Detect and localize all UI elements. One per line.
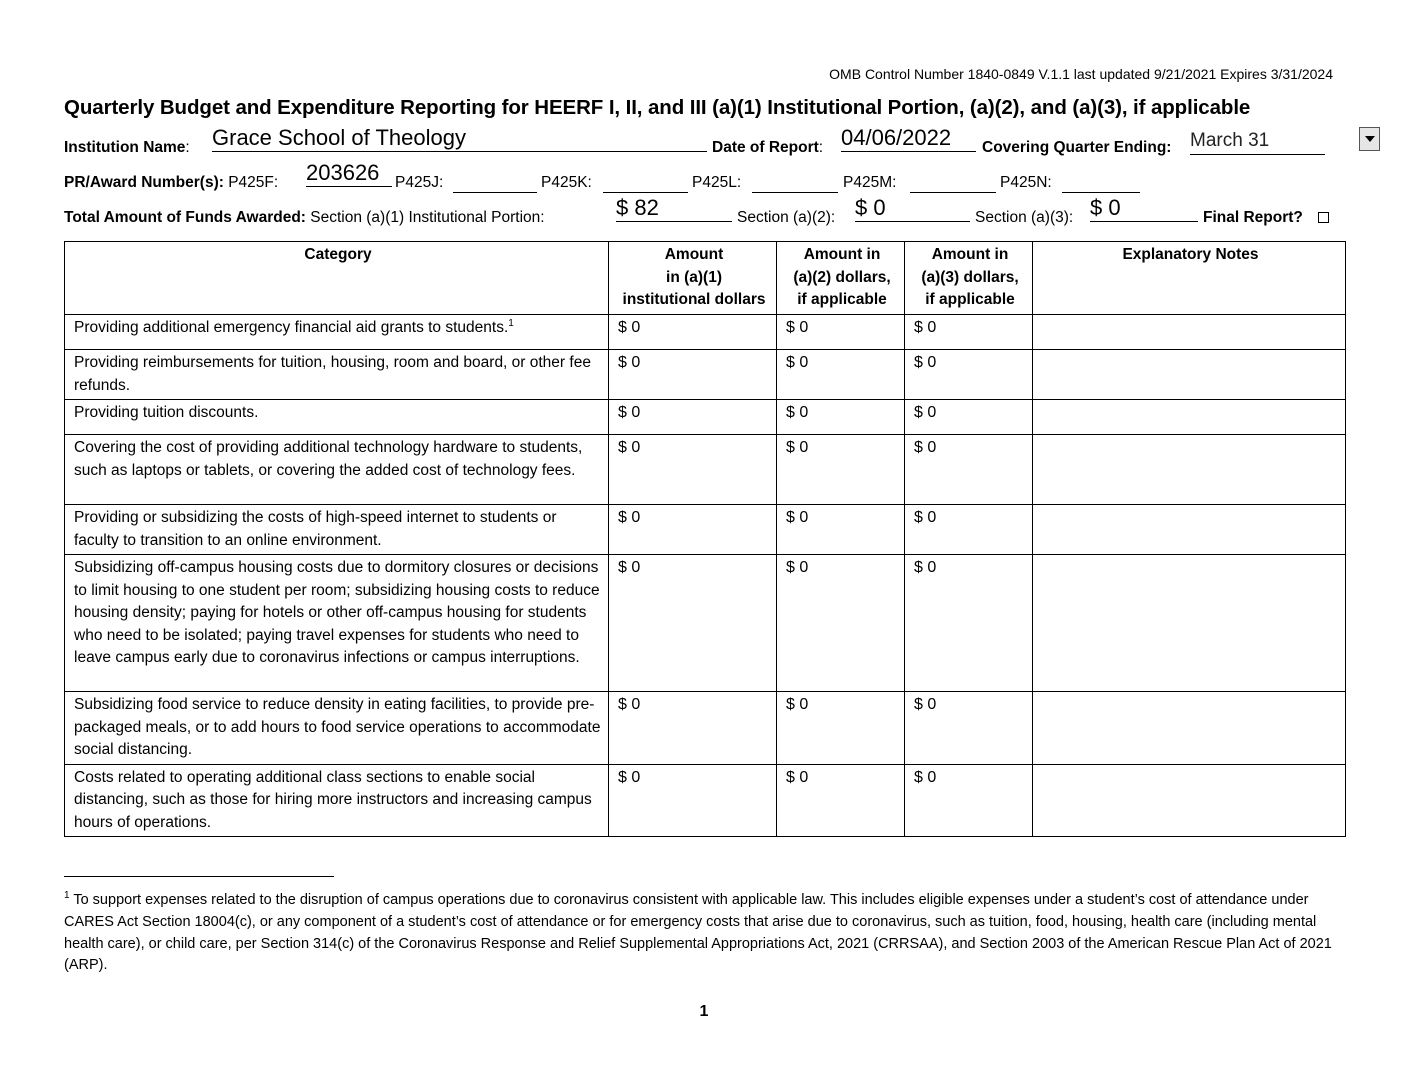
header-a1-line: in (a)(1) (666, 268, 722, 286)
table-row (65, 555, 1346, 692)
category-cell (65, 435, 609, 505)
amount-a3-field[interactable]: $ 0 (905, 764, 1033, 837)
amount-a1-field[interactable]: $ 0 (609, 555, 777, 692)
a3-total-field[interactable]: $ 0 (1090, 195, 1198, 222)
amount-a1-field[interactable]: $ 0 (609, 315, 777, 350)
category-cell (65, 764, 609, 837)
final-report-label-wrap (1203, 209, 1303, 227)
award-row (64, 174, 278, 192)
amount-a3-field[interactable]: $ 0 (905, 315, 1033, 350)
a3-label: Section (a)(3): (975, 209, 1074, 226)
colon: : (185, 139, 190, 156)
table-row (65, 764, 1346, 837)
explanatory-notes-field[interactable] (1033, 692, 1346, 765)
category-text: Providing additional emergency financial aid grants to students. (74, 319, 509, 336)
colon: : (818, 139, 824, 156)
table-row (65, 400, 1346, 435)
omb-control-number: OMB Control Number 1840-0849 V.1.1 last updated 9/21/2021 Expires 3/31/2024 (829, 66, 1333, 82)
page-number: 1 (699, 1003, 709, 1020)
explanatory-notes-field[interactable] (1033, 764, 1346, 837)
category-cell (65, 555, 609, 692)
p425n-field[interactable] (1062, 191, 1140, 193)
p425l-field[interactable] (752, 191, 838, 193)
amount-a3-field[interactable]: $ 0 (905, 350, 1033, 400)
table-row (65, 315, 1346, 350)
amount-a3-field[interactable]: $ 0 (905, 555, 1033, 692)
header-a2-line: if applicable (797, 291, 887, 308)
explanatory-notes-field[interactable] (1033, 400, 1346, 435)
p425f-field[interactable]: 203626 (306, 160, 392, 187)
category-cell (65, 315, 609, 350)
header-a2-line: (a)(2) dollars, (793, 268, 891, 286)
category-text: Providing or subsidizing the costs of high-speed internet to students or faculty to transition to an online environment. (74, 509, 557, 549)
category-text: Costs related to operating additional class sections to enable social distancing, such as those for hiring more instructors and increasing campus hours of operations. (74, 768, 592, 831)
page-title: Quarterly Budget and Expenditure Reporting for HEERF I, II, and III (a)(1) Institutional Portion, (a)(2), and (a)(3), if applicable (64, 96, 1251, 119)
footnote-divider (64, 876, 334, 877)
amount-a1-field[interactable]: $ 0 (609, 350, 777, 400)
table-body (65, 315, 1346, 837)
a1-label: Section (a)(1) Institutional Portion: (310, 209, 545, 226)
category-text: Subsidizing food service to reduce density in eating facilities, to provide pre-packaged meals, or to add hours to food service operations to accommodate social distancing. (74, 696, 601, 758)
category-cell (65, 400, 609, 435)
chevron-down-icon (1365, 136, 1375, 142)
amount-a2-field[interactable]: $ 0 (777, 692, 905, 765)
table-header-row (65, 242, 1346, 315)
table-row (65, 692, 1346, 765)
p425f-label: P425F: (228, 174, 279, 191)
category-cell (65, 692, 609, 765)
category-text: Providing tuition discounts. (74, 404, 259, 421)
table-row (65, 350, 1346, 400)
header-a3-line: Amount in (931, 246, 1009, 263)
covering-quarter-select[interactable]: March 31 (1190, 128, 1325, 155)
header-a3-line: if applicable (925, 291, 1015, 308)
amount-a2-field[interactable]: $ 0 (777, 350, 905, 400)
explanatory-notes-field[interactable] (1033, 555, 1346, 692)
amount-a1-field[interactable]: $ 0 (609, 692, 777, 765)
quarter-dropdown-button[interactable] (1359, 127, 1380, 151)
explanatory-notes-field[interactable] (1033, 350, 1346, 400)
explanatory-notes-field[interactable] (1033, 315, 1346, 350)
date-label: Date of Report (712, 139, 819, 156)
explanatory-notes-field[interactable] (1033, 505, 1346, 555)
amount-a3-field[interactable]: $ 0 (905, 692, 1033, 765)
amount-a1-field[interactable]: $ 0 (609, 400, 777, 435)
amount-a2-field[interactable]: $ 0 (777, 435, 905, 505)
totals-row (64, 209, 545, 227)
header-a2-line: Amount in (803, 246, 881, 263)
explanatory-notes-field[interactable] (1033, 435, 1346, 505)
p425m-field[interactable] (910, 191, 996, 193)
footnote-reference: 1 (508, 317, 514, 329)
expenditure-table (64, 241, 1346, 837)
category-text: Subsidizing off-campus housing costs due to dormitory closures or decisions to limit housing to one student per room; subsidizing housing costs to reduce housing density; paying for hotels or other off-campus housing for students who need to be isolated; paying travel expenses for students who need to leave campus early due to coronavirus infections or campus interruptions. (74, 559, 600, 666)
amount-a2-field[interactable]: $ 0 (777, 764, 905, 837)
footnote-mark: 1 (64, 890, 70, 902)
header-a1 (609, 242, 777, 315)
institution-label: Institution Name (64, 139, 186, 156)
category-text: Covering the cost of providing additional technology hardware to students, such as laptops or tablets, or covering the added cost of technology fees. (74, 439, 583, 479)
award-label: PR/Award Number(s): (64, 174, 224, 191)
quarter-label: Covering Quarter Ending: (982, 139, 1172, 156)
amount-a3-field[interactable]: $ 0 (905, 505, 1033, 555)
p425j-field[interactable] (453, 191, 537, 193)
a2-label: Section (a)(2): (737, 209, 836, 226)
amount-a2-field[interactable]: $ 0 (777, 315, 905, 350)
footnote-text: To support expenses related to the disruption of campus operations due to coronavirus consistent with applicable law. This includes eligible expenses under a student’s cost of attendance under CARES Act Section 18004(c), or any component of a student’s cost of attendance or for emergency costs that arise due to coronavirus, such as tuition, food, housing, health care (including mental health care), or child care, per Section 314(c) of the Coronavirus Response and Relief Supplemental Appropriations Act, 2021 (CRRSAA), and Section 2003 of the American Rescue Plan Act of 2021 (ARP). (64, 892, 1332, 974)
header-a2 (777, 242, 905, 315)
p425k-label: P425K: (541, 174, 592, 191)
table-row (65, 435, 1346, 505)
category-cell (65, 505, 609, 555)
header-a1-line: institutional dollars (622, 291, 766, 308)
final-report-label: Final Report? (1203, 209, 1303, 226)
a1-total-field[interactable]: $ 82 (616, 195, 732, 222)
footnote (64, 890, 1344, 977)
amount-a1-field[interactable]: $ 0 (609, 764, 777, 837)
category-cell (65, 350, 609, 400)
date-label-wrap (712, 139, 823, 157)
header-category: Category (65, 242, 609, 315)
a2-total-field[interactable]: $ 0 (855, 195, 970, 222)
p425k-field[interactable] (603, 191, 688, 193)
table-row (65, 505, 1346, 555)
quarter-label-wrap (982, 139, 1171, 157)
amount-a1-field[interactable]: $ 0 (609, 505, 777, 555)
institution-name-field[interactable]: Grace School of Theology (212, 125, 707, 152)
amount-a3-field[interactable]: $ 0 (905, 435, 1033, 505)
header-a3 (905, 242, 1033, 315)
p425l-label: P425L: (692, 174, 742, 191)
final-report-checkbox[interactable] (1318, 212, 1329, 223)
p425m-label: P425M: (843, 174, 897, 191)
date-of-report-field[interactable]: 04/06/2022 (841, 125, 976, 152)
amount-a2-field[interactable]: $ 0 (777, 400, 905, 435)
institution-row (64, 139, 190, 157)
category-text: Providing reimbursements for tuition, housing, room and board, or other fee refunds. (74, 354, 591, 394)
amount-a2-field[interactable]: $ 0 (777, 505, 905, 555)
header-notes: Explanatory Notes (1033, 242, 1346, 315)
amount-a3-field[interactable]: $ 0 (905, 400, 1033, 435)
p425j-label: P425J: (395, 174, 444, 191)
header-a3-line: (a)(3) dollars, (921, 268, 1019, 286)
amount-a1-field[interactable]: $ 0 (609, 435, 777, 505)
header-a1-line: Amount (664, 246, 724, 263)
amount-a2-field[interactable]: $ 0 (777, 555, 905, 692)
total-funds-label: Total Amount of Funds Awarded: (64, 209, 306, 226)
p425n-label: P425N: (1000, 174, 1052, 191)
